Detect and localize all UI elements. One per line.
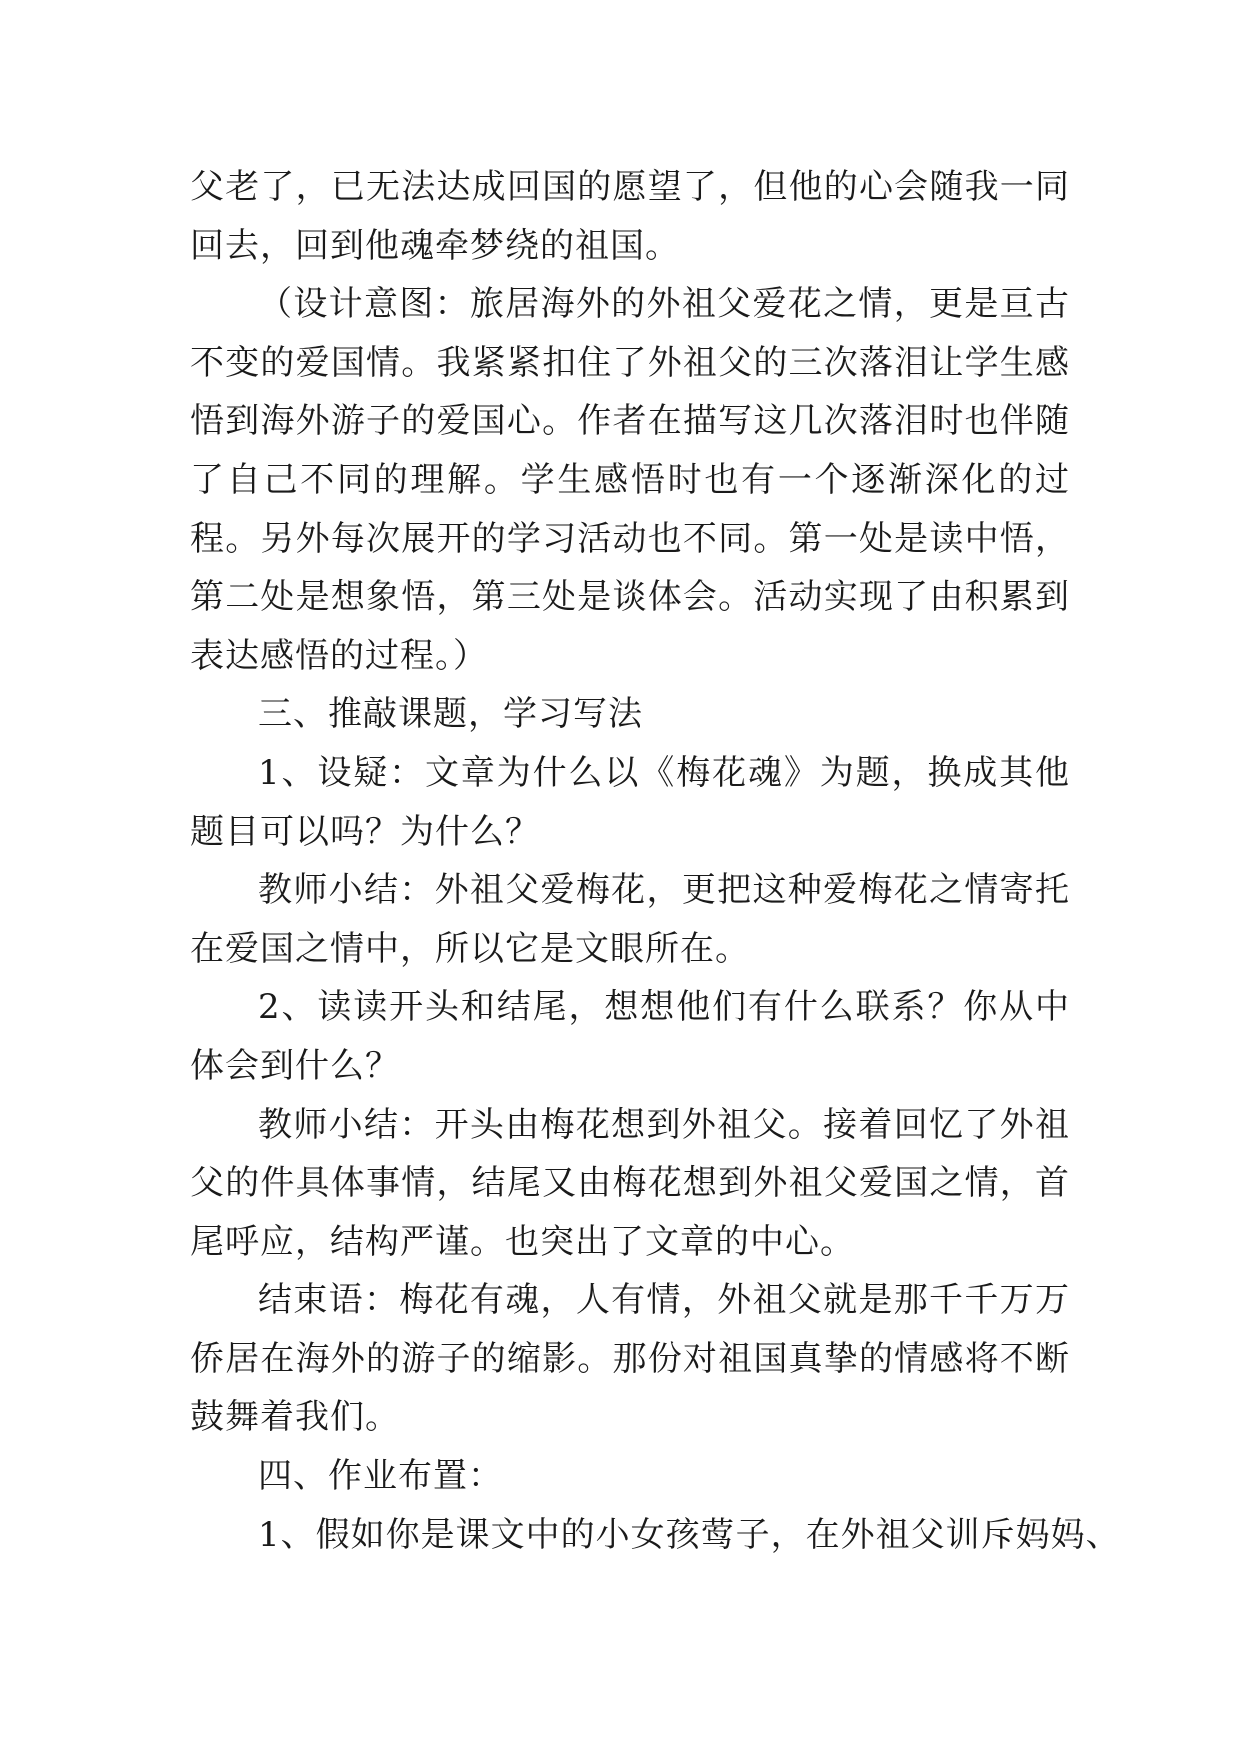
teacher-summary-2: 教师小结：开头由梅花想到外祖父。接着回忆了外祖父的件具体事情，结尾又由梅花想到外祖父爱国之情，首尾呼应，结构严谨。也突出了文章的中心。 xyxy=(190,1104,1070,1262)
question-2: 2、读读开头和结尾，想想他们有什么联系？你从中体会到什么？ xyxy=(190,987,1070,1086)
teacher-summary-1: 教师小结：外祖父爱梅花，更把这种爱梅花之情寄托在爱国之情中，所以它是文眼所在。 xyxy=(190,870,1070,969)
section-heading-3: 三、推敲课题，学习写法 xyxy=(258,694,643,735)
section-heading-4: 四、作业布置： xyxy=(258,1456,503,1497)
question-1: 1、设疑：文章为什么以《梅花魂》为题，换成其他题目可以吗？为什么？ xyxy=(190,752,1070,852)
paragraph-continuation: 父老了，已无法达成回国的愿望了，但他的心会随我一同回去，回到他魂牵梦绕的祖国。 xyxy=(190,167,1070,266)
closing-remarks: 结束语：梅花有魂，人有情，外祖父就是那千千万万侨居在海外的游子的缩影。那份对祖国真挚的情感将不断鼓舞着我们。 xyxy=(190,1280,1070,1438)
document-page xyxy=(190,158,1121,1564)
paragraph-design-intent: （设计意图：旅居海外的外祖父爱花之情，更是亘古不变的爱国情。我紧紧扣住了外祖父的三次落泪让学生感悟到海外游子的爱国心。作者在描写这几次落泪时也伴随了自己不同的理解。学生感悟时也有一个逐渐深化的过程。另外每次展开的学习活动也不同。第一处是读中悟，第二处是想象悟，第三处是谈体会。活动实现了由积累到表达感悟的过程。） xyxy=(190,284,1070,676)
homework-item-1: 1、假如你是课文中的小女孩莺子，在外祖父训斥妈妈、 xyxy=(258,1514,1121,1555)
